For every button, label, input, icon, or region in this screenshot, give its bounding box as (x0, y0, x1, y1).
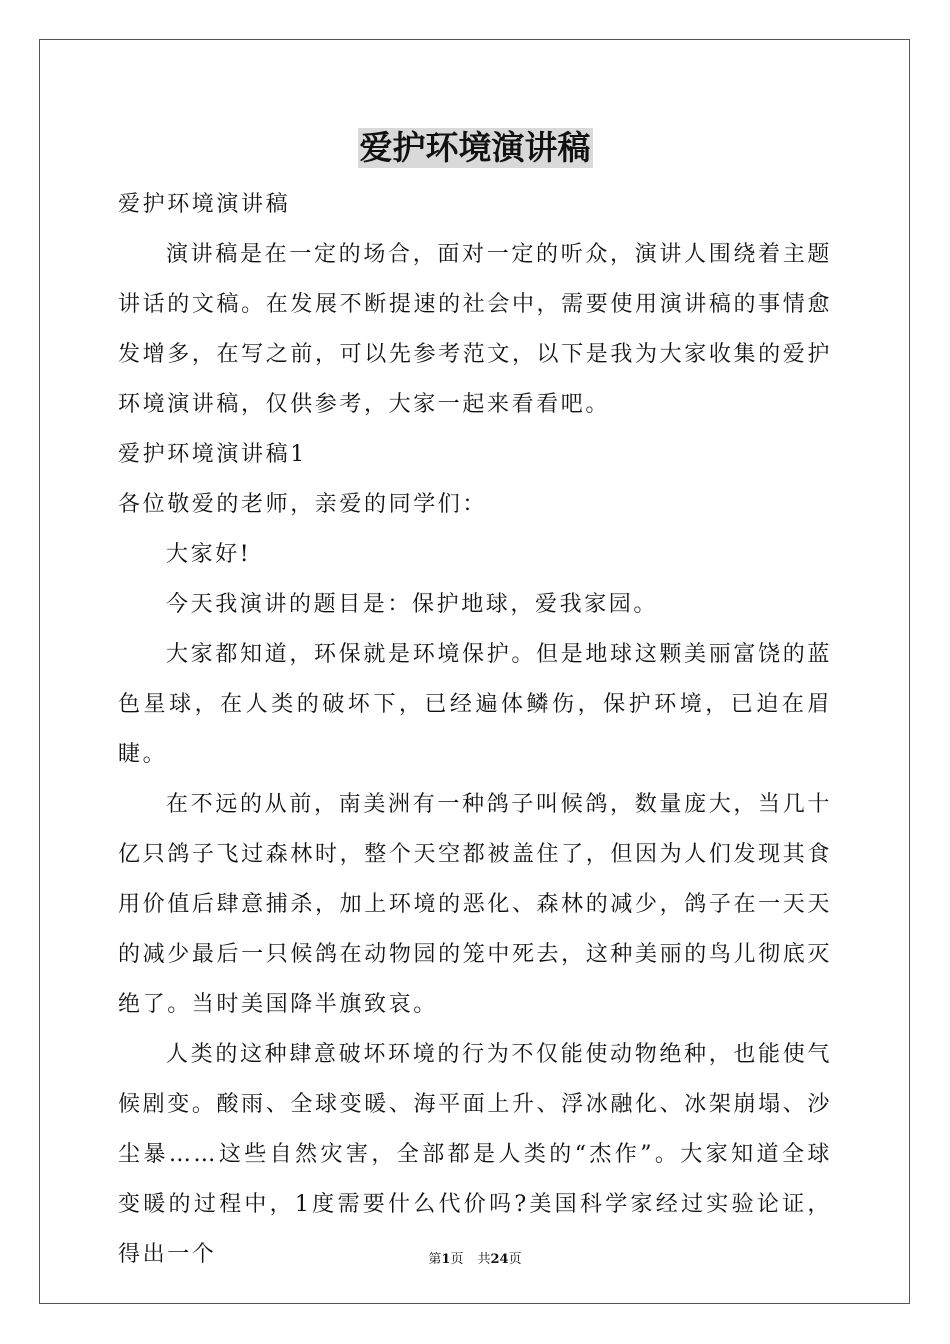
total-suffix: 页 (508, 1252, 522, 1267)
page-footer (0, 1248, 950, 1267)
paragraph: 在不远的从前，南美洲有一种鸽子叫候鸽，数量庞大，当几十亿只鸽子飞过森林时，整个天空都被盖住了，但因为人们发现其食用价值后肆意捕杀，加上环境的恶化、森林的减少，鸽子在一天天的减少最后一只候鸽在动物园的笼中死去，这种美丽的鸟儿彻底灭绝了。当时美国降半旗致哀。 (118, 792, 832, 1017)
total-prefix: 共 (477, 1252, 491, 1267)
paragraph: 今天我演讲的题目是：保护地球，爱我家园。 (166, 592, 659, 617)
title-container (0, 128, 950, 168)
total-pages: 24 (490, 1252, 509, 1267)
paragraph: 演讲稿是在一定的场合，面对一定的听众，演讲人围绕着主题讲话的文稿。在发展不断提速的社会中，需要使用演讲稿的事情愈发增多，在写之前，可以先参考范文，以下是我为大家收集的爱护环境演讲稿，仅供参考，大家一起来看看吧。 (118, 242, 832, 417)
paragraph: 大家好! (166, 542, 252, 567)
paragraph: 大家都知道，环保就是环境保护。但是地球这颗美丽富饶的蓝色星球，在人类的破坏下，已经遍体鳞伤，保护环境，已迫在眉睫。 (118, 642, 832, 767)
document-body (118, 180, 832, 1280)
paragraph: 爱护环境演讲稿1 (118, 442, 307, 467)
document-title: 爱护环境演讲稿 (359, 128, 591, 167)
page-prefix: 第 (428, 1252, 442, 1267)
page-number: 1 (441, 1252, 451, 1267)
paragraph: 人类的这种肆意破坏环境的行为不仅能使动物绝种，也能使气候剧变。酸雨、全球变暖、海平面上升、浮冰融化、冰架崩塌、沙尘暴……这些自然灾害，全部都是人类的“杰作”。大家知道全球变暖的过程中，1度需要什么代价吗?美国科学家经过实验论证，得出一个 (118, 1042, 832, 1267)
paragraph: 爱护环境演讲稿 (118, 192, 291, 217)
paragraph: 各位敬爱的老师，亲爱的同学们： (118, 492, 488, 517)
page-suffix: 页 (450, 1252, 464, 1267)
